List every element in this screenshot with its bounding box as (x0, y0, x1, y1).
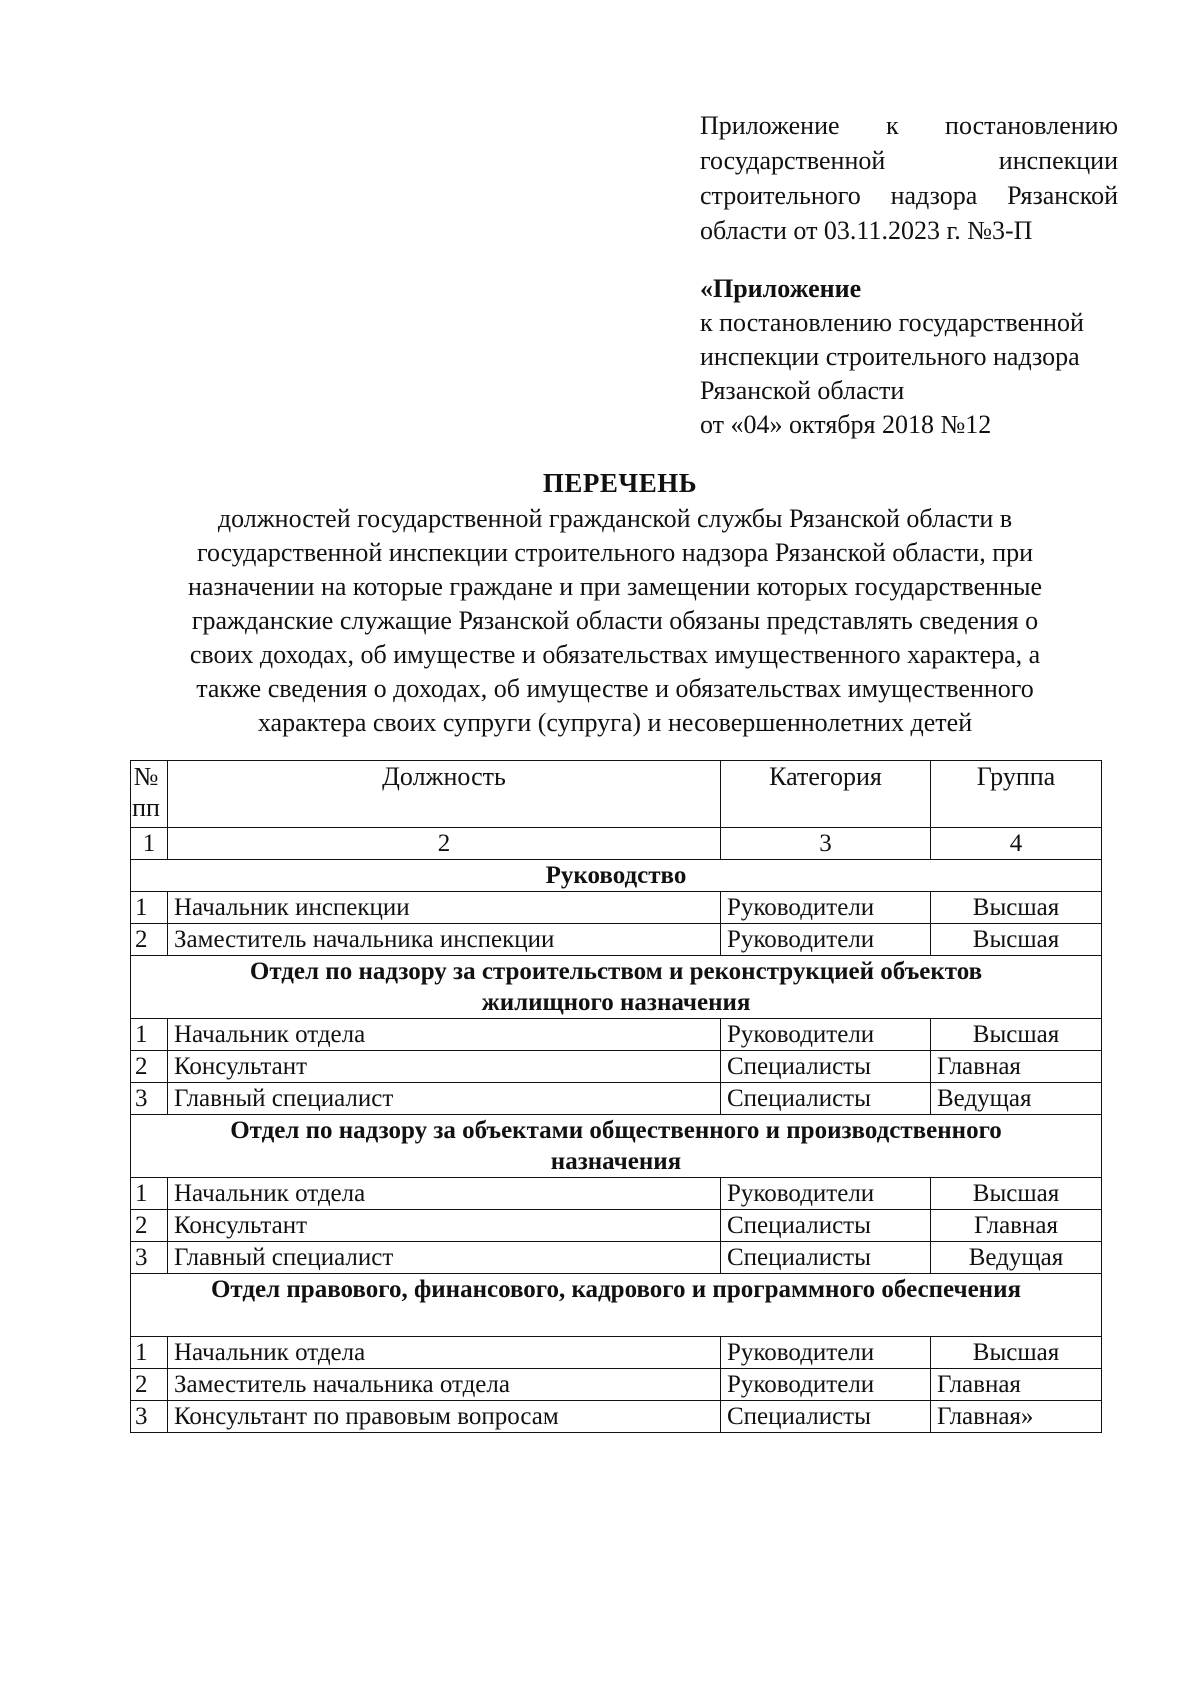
row-category: Специалисты (721, 1210, 931, 1242)
row-number: 2 (131, 1210, 168, 1242)
original-appendix-line: к постановлению государственной (700, 308, 1084, 337)
section-title: Отдел правового, финансового, кадрового и программного обеспечения (131, 1274, 1102, 1337)
row-category: Руководители (721, 924, 931, 956)
section-title-line: жилищного назначения (481, 989, 751, 1016)
table-row (131, 1051, 1102, 1083)
row-number: 3 (131, 1083, 168, 1115)
original-appendix-heading: «Приложение (700, 274, 862, 303)
row-category: Руководители (721, 1178, 931, 1210)
table-row (131, 1369, 1102, 1401)
section-title-line: Отдел по надзору за строительством и реконструкцией объектов (249, 958, 983, 985)
table-row (131, 1083, 1102, 1115)
original-appendix-line: инспекции строительного надзора (700, 342, 1080, 371)
row-position: Начальник отдела (168, 1178, 721, 1210)
subtitle-line: должностей государственной гражданской службы Рязанской области в (217, 504, 1013, 533)
row-group: Высшая (931, 1178, 1102, 1210)
row-category: Специалисты (721, 1051, 931, 1083)
section-title: Руководство (131, 860, 1102, 892)
row-category: Специалисты (721, 1401, 931, 1433)
table-row (131, 1337, 1102, 1369)
header-position: Должность (168, 761, 721, 828)
row-category: Специалисты (721, 1242, 931, 1274)
index-cell: 4 (931, 828, 1102, 860)
row-group: Высшая (931, 1337, 1102, 1369)
row-group: Главная (931, 1210, 1102, 1242)
index-cell: 3 (721, 828, 931, 860)
section-row (131, 1274, 1102, 1337)
table-row (131, 1178, 1102, 1210)
row-group: Высшая (931, 924, 1102, 956)
section-row (131, 956, 1102, 1019)
original-appendix-line: Рязанской области (700, 376, 905, 405)
subtitle-line: характера своих супруги (супруга) и несовершеннолетних детей (257, 708, 973, 737)
row-number: 1 (131, 1337, 168, 1369)
row-position: Консультант (168, 1210, 721, 1242)
section-title-line: назначения (550, 1148, 682, 1175)
header-number (131, 761, 168, 828)
row-position: Главный специалист (168, 1083, 721, 1115)
row-category: Руководители (721, 1019, 931, 1051)
row-category: Руководители (721, 1369, 931, 1401)
row-position: Начальник инспекции (168, 892, 721, 924)
table-row (131, 1242, 1102, 1274)
subtitle-line: назначении на которые граждане и при замещении которых государственные (187, 572, 1043, 601)
section-title-line: Отдел по надзору за объектами общественного и производственного (230, 1117, 1002, 1144)
original-appendix-line: от «04» октября 2018 №12 (700, 410, 992, 439)
section-title (131, 956, 1102, 1019)
appendix-line: области от 03.11.2023 г. №3-П (700, 216, 1033, 245)
table-row (131, 924, 1102, 956)
row-number: 3 (131, 1401, 168, 1433)
appendix-reference (700, 108, 1118, 248)
positions-table (130, 760, 1102, 1433)
row-position: Начальник отдела (168, 1337, 721, 1369)
row-category: Руководители (721, 892, 931, 924)
document-title: ПЕРЕЧЕНЬ (542, 468, 698, 498)
table-row (131, 1210, 1102, 1242)
row-number: 1 (131, 892, 168, 924)
section-title (131, 1115, 1102, 1178)
index-cell: 2 (168, 828, 721, 860)
row-position: Консультант (168, 1051, 721, 1083)
row-number: 1 (131, 1178, 168, 1210)
row-position: Консультант по правовым вопросам (168, 1401, 721, 1433)
appendix-line: строительного надзора Рязанской (700, 181, 1118, 210)
table-row (131, 1401, 1102, 1433)
row-position: Заместитель начальника инспекции (168, 924, 721, 956)
row-number: 1 (131, 1019, 168, 1051)
row-number: 3 (131, 1242, 168, 1274)
table-header-row (131, 761, 1102, 828)
subtitle-line: гражданские служащие Рязанской области обязаны представлять сведения о (191, 606, 1039, 635)
row-category: Руководители (721, 1337, 931, 1369)
row-group: Главная» (931, 1401, 1102, 1433)
row-group: Главная (931, 1369, 1102, 1401)
section-row (131, 1115, 1102, 1178)
appendix-line: государственной инспекции (700, 146, 1118, 175)
subtitle-line: своих доходах, об имуществе и обязательствах имущественного характера, а (189, 640, 1041, 669)
index-cell: 1 (131, 828, 168, 860)
row-position: Начальник отдела (168, 1019, 721, 1051)
table-row (131, 1019, 1102, 1051)
header-group: Группа (931, 761, 1102, 828)
header-number-symbol: № (133, 762, 159, 791)
row-position: Заместитель начальника отдела (168, 1369, 721, 1401)
subtitle-line: также сведения о доходах, об имуществе и обязательствах имущественного (196, 674, 1034, 703)
row-number: 2 (131, 924, 168, 956)
header-number-abbr: пп (132, 793, 160, 822)
row-group: Высшая (931, 1019, 1102, 1051)
table-index-row (131, 828, 1102, 860)
appendix-line: Приложение к постановлению (700, 111, 1118, 140)
original-appendix-reference (700, 272, 1130, 442)
row-group: Главная (931, 1051, 1102, 1083)
row-group: Ведущая (931, 1242, 1102, 1274)
row-number: 2 (131, 1369, 168, 1401)
table-row (131, 892, 1102, 924)
row-category: Специалисты (721, 1083, 931, 1115)
row-group: Ведущая (931, 1083, 1102, 1115)
row-group: Высшая (931, 892, 1102, 924)
header-category: Категория (721, 761, 931, 828)
row-number: 2 (131, 1051, 168, 1083)
document-subtitle (150, 502, 1080, 740)
row-position: Главный специалист (168, 1242, 721, 1274)
subtitle-line: государственной инспекции строительного надзора Рязанской области, при (196, 538, 1034, 567)
section-row (131, 860, 1102, 892)
